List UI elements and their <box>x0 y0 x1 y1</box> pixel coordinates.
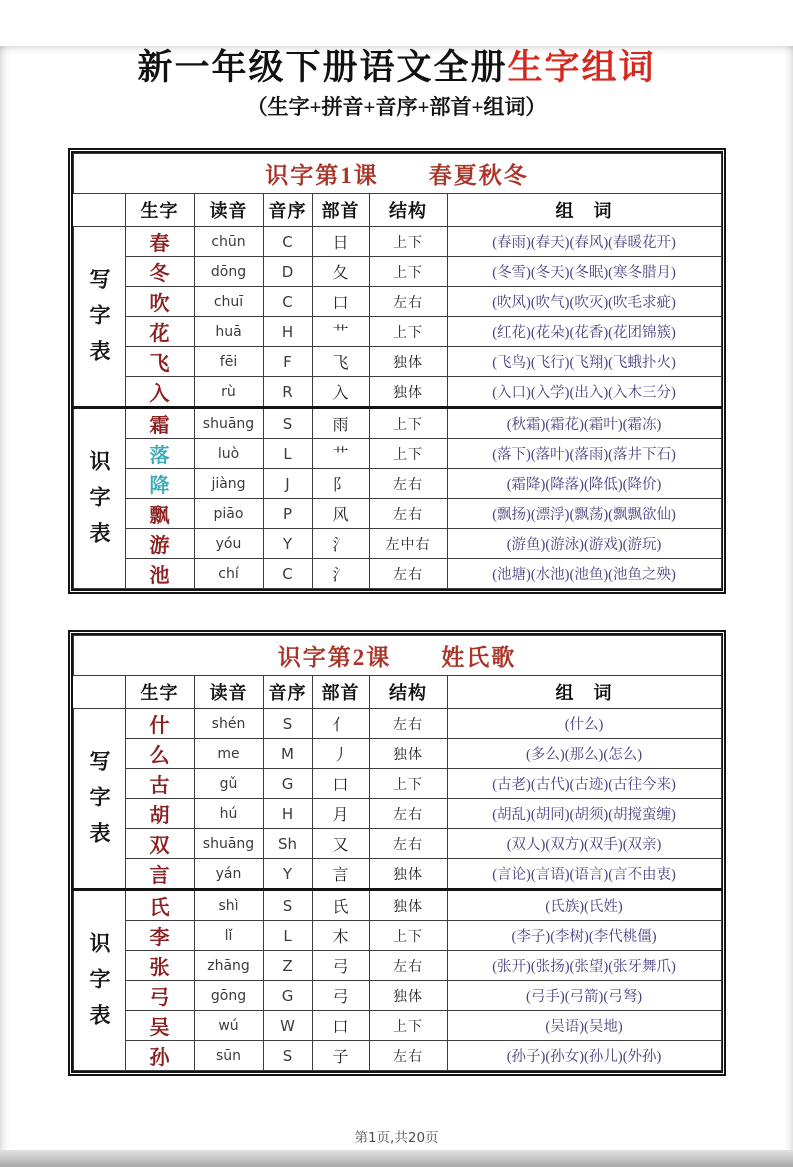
table-row <box>73 377 721 408</box>
hanzi-cell: 氏 <box>125 890 194 921</box>
pinyin-cell: gǔ <box>194 769 263 799</box>
pinyin-cell: chūn <box>194 227 263 257</box>
structure-cell: 独体 <box>369 377 447 408</box>
hanzi-cell: 张 <box>125 951 194 981</box>
hanzi-cell: 游 <box>125 529 194 559</box>
structure-cell: 左右 <box>369 559 447 589</box>
radical-cell: 入 <box>312 377 369 408</box>
pinyin-cell: sūn <box>194 1041 263 1071</box>
hanzi-cell: 胡 <box>125 799 194 829</box>
hanzi-cell: 吹 <box>125 287 194 317</box>
initial-cell: Z <box>263 951 312 981</box>
hanzi-cell: 降 <box>125 469 194 499</box>
structure-cell: 上下 <box>369 439 447 469</box>
words-cell: (什么) <box>447 709 721 739</box>
table-row <box>73 257 721 287</box>
radical-cell: 子 <box>312 1041 369 1071</box>
page-title-red: 生字组词 <box>507 48 656 87</box>
radical-cell: 弓 <box>312 981 369 1011</box>
radical-cell: 亻 <box>312 709 369 739</box>
structure-cell: 左右 <box>369 829 447 859</box>
page-footer: 第1页,共20页 <box>354 1130 439 1147</box>
words-cell: (冬雪)(冬天)(冬眠)(寒冬腊月) <box>447 257 721 287</box>
hanzi-cell: 花 <box>125 317 194 347</box>
hanzi-cell: 春 <box>125 227 194 257</box>
col-header-hanzi: 生字 <box>125 194 194 227</box>
initial-cell: L <box>263 921 312 951</box>
table-title-row <box>73 636 721 676</box>
pinyin-cell: hú <box>194 799 263 829</box>
structure-cell: 左右 <box>369 799 447 829</box>
initial-cell: L <box>263 439 312 469</box>
table-row <box>73 227 721 257</box>
col-header-hanzi: 生字 <box>125 676 194 709</box>
table-row <box>73 921 721 951</box>
hanzi-cell: 冬 <box>125 257 194 287</box>
pinyin-cell: shén <box>194 709 263 739</box>
pinyin-cell: luò <box>194 439 263 469</box>
col-header-structure: 结构 <box>369 676 447 709</box>
lesson-table-1-frame <box>68 148 726 594</box>
pinyin-cell: chuī <box>194 287 263 317</box>
initial-cell: S <box>263 890 312 921</box>
pinyin-cell: piāo <box>194 499 263 529</box>
section-label: 识字表 <box>73 408 125 589</box>
table-row <box>73 529 721 559</box>
structure-cell: 左右 <box>369 951 447 981</box>
structure-cell: 独体 <box>369 347 447 377</box>
pinyin-cell: yóu <box>194 529 263 559</box>
radical-cell: 夂 <box>312 257 369 287</box>
hanzi-cell: 双 <box>125 829 194 859</box>
table-title-row <box>73 154 721 194</box>
corner-cell <box>73 676 125 709</box>
initial-cell: S <box>263 709 312 739</box>
table-header-row <box>73 194 721 227</box>
structure-cell: 独体 <box>369 859 447 890</box>
table-row <box>73 1011 721 1041</box>
radical-cell: 弓 <box>312 951 369 981</box>
structure-cell: 上下 <box>369 769 447 799</box>
hanzi-cell: 弓 <box>125 981 194 1011</box>
page-subtitle: （生字+拼音+音序+部首+组词） <box>246 94 547 119</box>
initial-cell: Y <box>263 529 312 559</box>
section-label: 写字表 <box>73 227 125 408</box>
table-row <box>73 1041 721 1071</box>
initial-cell: Y <box>263 859 312 890</box>
structure-cell: 上下 <box>369 227 447 257</box>
corner-cell <box>73 194 125 227</box>
radical-cell: 言 <box>312 859 369 890</box>
words-cell: (氏族)(氏姓) <box>447 890 721 921</box>
words-cell: (双人)(双方)(双手)(双亲) <box>447 829 721 859</box>
structure-cell: 独体 <box>369 981 447 1011</box>
hanzi-cell: 孙 <box>125 1041 194 1071</box>
structure-cell: 上下 <box>369 1011 447 1041</box>
table-row <box>73 499 721 529</box>
table-row <box>73 799 721 829</box>
structure-cell: 左右 <box>369 499 447 529</box>
words-cell: (红花)(花朵)(花香)(花团锦簇) <box>447 317 721 347</box>
table-row <box>73 859 721 890</box>
table-row <box>73 347 721 377</box>
table-row <box>73 469 721 499</box>
hanzi-cell: 古 <box>125 769 194 799</box>
structure-cell: 上下 <box>369 257 447 287</box>
words-cell: (落下)(落叶)(落雨)(落井下石) <box>447 439 721 469</box>
radical-cell: 木 <box>312 921 369 951</box>
words-cell: (飞鸟)(飞行)(飞翔)(飞蛾扑火) <box>447 347 721 377</box>
words-cell: (春雨)(春天)(春风)(春暖花开) <box>447 227 721 257</box>
hanzi-cell: 飞 <box>125 347 194 377</box>
initial-cell: P <box>263 499 312 529</box>
table-row <box>73 890 721 921</box>
col-header-initial: 音序 <box>263 676 312 709</box>
initial-cell: C <box>263 559 312 589</box>
pinyin-cell: rù <box>194 377 263 408</box>
pinyin-cell: yán <box>194 859 263 890</box>
hanzi-cell: 么 <box>125 739 194 769</box>
col-header-radical: 部首 <box>312 676 369 709</box>
hanzi-cell: 李 <box>125 921 194 951</box>
col-header-radical: 部首 <box>312 194 369 227</box>
col-header-initial: 音序 <box>263 194 312 227</box>
col-header-pinyin: 读音 <box>194 194 263 227</box>
initial-cell: D <box>263 257 312 287</box>
structure-cell: 上下 <box>369 921 447 951</box>
initial-cell: M <box>263 739 312 769</box>
initial-cell: Sh <box>263 829 312 859</box>
table-row <box>73 287 721 317</box>
radical-cell: 口 <box>312 1011 369 1041</box>
hanzi-cell: 落 <box>125 439 194 469</box>
structure-cell: 独体 <box>369 890 447 921</box>
radical-cell: 风 <box>312 499 369 529</box>
radical-cell: 艹 <box>312 439 369 469</box>
words-cell: (吹风)(吹气)(吹灭)(吹毛求疵) <box>447 287 721 317</box>
pinyin-cell: fēi <box>194 347 263 377</box>
pinyin-cell: wú <box>194 1011 263 1041</box>
table-row <box>73 709 721 739</box>
table-row <box>73 981 721 1011</box>
col-header-words: 组 词 <box>447 194 721 227</box>
hanzi-cell: 飘 <box>125 499 194 529</box>
radical-cell: 氵 <box>312 529 369 559</box>
radical-cell: 口 <box>312 287 369 317</box>
pinyin-cell: huā <box>194 317 263 347</box>
words-cell: (飘扬)(漂浮)(飘荡)(飘飘欲仙) <box>447 499 721 529</box>
initial-cell: G <box>263 981 312 1011</box>
radical-cell: 月 <box>312 799 369 829</box>
hanzi-cell: 什 <box>125 709 194 739</box>
initial-cell: S <box>263 408 312 439</box>
structure-cell: 左右 <box>369 469 447 499</box>
table-row <box>73 829 721 859</box>
structure-cell: 独体 <box>369 739 447 769</box>
col-header-words: 组 词 <box>447 676 721 709</box>
table-row <box>73 769 721 799</box>
radical-cell: 艹 <box>312 317 369 347</box>
pinyin-cell: gōng <box>194 981 263 1011</box>
hanzi-cell: 霜 <box>125 408 194 439</box>
structure-cell: 左中右 <box>369 529 447 559</box>
initial-cell: G <box>263 769 312 799</box>
col-header-structure: 结构 <box>369 194 447 227</box>
words-cell: (池塘)(水池)(池鱼)(池鱼之殃) <box>447 559 721 589</box>
table-row <box>73 739 721 769</box>
words-cell: (游鱼)(游泳)(游戏)(游玩) <box>447 529 721 559</box>
initial-cell: F <box>263 347 312 377</box>
section-label: 识字表 <box>73 890 125 1071</box>
radical-cell: 雨 <box>312 408 369 439</box>
pinyin-cell: me <box>194 739 263 769</box>
lesson-table-2 <box>73 635 722 1071</box>
initial-cell: S <box>263 1041 312 1071</box>
structure-cell: 上下 <box>369 408 447 439</box>
structure-cell: 左右 <box>369 287 447 317</box>
words-cell: (多么)(那么)(怎么) <box>447 739 721 769</box>
table-row <box>73 559 721 589</box>
initial-cell: C <box>263 287 312 317</box>
section-label: 写字表 <box>73 709 125 890</box>
hanzi-cell: 入 <box>125 377 194 408</box>
table-title: 识字第2课 姓氏歌 <box>73 636 721 676</box>
radical-cell: 又 <box>312 829 369 859</box>
words-cell: (言论)(言语)(语言)(言不由衷) <box>447 859 721 890</box>
words-cell: (李子)(李树)(李代桃僵) <box>447 921 721 951</box>
words-cell: (吴语)(吴地) <box>447 1011 721 1041</box>
pinyin-cell: shuāng <box>194 829 263 859</box>
scan-edge-shadow <box>0 1150 793 1167</box>
words-cell: (弓手)(弓箭)(弓弩) <box>447 981 721 1011</box>
radical-cell: 阝 <box>312 469 369 499</box>
radical-cell: 口 <box>312 769 369 799</box>
hanzi-cell: 池 <box>125 559 194 589</box>
table-body <box>73 227 721 589</box>
words-cell: (胡乱)(胡同)(胡须)(胡搅蛮缠) <box>447 799 721 829</box>
initial-cell: H <box>263 799 312 829</box>
worksheet-page <box>0 46 793 1167</box>
page-title <box>0 46 793 90</box>
radical-cell: 飞 <box>312 347 369 377</box>
table-row <box>73 951 721 981</box>
radical-cell: 丿 <box>312 739 369 769</box>
initial-cell: C <box>263 227 312 257</box>
words-cell: (孙子)(孙女)(孙儿)(外孙) <box>447 1041 721 1071</box>
words-cell: (张开)(张扬)(张望)(张牙舞爪) <box>447 951 721 981</box>
structure-cell: 左右 <box>369 709 447 739</box>
pinyin-cell: jiàng <box>194 469 263 499</box>
words-cell: (秋霜)(霜花)(霜叶)(霜冻) <box>447 408 721 439</box>
table-row <box>73 439 721 469</box>
radical-cell: 日 <box>312 227 369 257</box>
words-cell: (古老)(古代)(古迹)(古往今来) <box>447 769 721 799</box>
pinyin-cell: zhāng <box>194 951 263 981</box>
table-header-row <box>73 676 721 709</box>
col-header-pinyin: 读音 <box>194 676 263 709</box>
pinyin-cell: chí <box>194 559 263 589</box>
radical-cell: 氵 <box>312 559 369 589</box>
pinyin-cell: shuāng <box>194 408 263 439</box>
table-body <box>73 709 721 1071</box>
table-row <box>73 408 721 439</box>
lesson-table-2-frame <box>68 630 726 1076</box>
words-cell: (入口)(入学)(出入)(入木三分) <box>447 377 721 408</box>
lesson-table-1 <box>73 153 722 589</box>
page-title-black: 新一年级下册语文全册 <box>137 48 508 87</box>
initial-cell: W <box>263 1011 312 1041</box>
structure-cell: 上下 <box>369 317 447 347</box>
table-title: 识字第1课 春夏秋冬 <box>73 154 721 194</box>
hanzi-cell: 吴 <box>125 1011 194 1041</box>
initial-cell: R <box>263 377 312 408</box>
structure-cell: 左右 <box>369 1041 447 1071</box>
pinyin-cell: lǐ <box>194 921 263 951</box>
hanzi-cell: 言 <box>125 859 194 890</box>
pinyin-cell: shì <box>194 890 263 921</box>
table-row <box>73 317 721 347</box>
initial-cell: J <box>263 469 312 499</box>
words-cell: (霜降)(降落)(降低)(降价) <box>447 469 721 499</box>
initial-cell: H <box>263 317 312 347</box>
pinyin-cell: dōng <box>194 257 263 287</box>
radical-cell: 氏 <box>312 890 369 921</box>
